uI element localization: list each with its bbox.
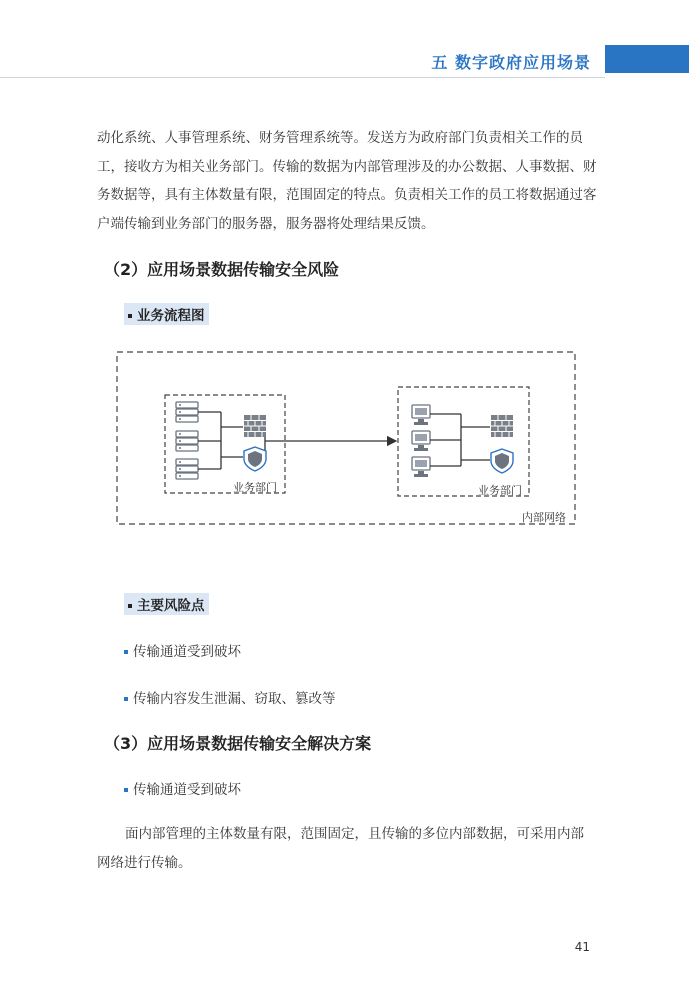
risks-label-text: 主要风险点 [137, 598, 205, 614]
internal-network-label: 内部网络 [522, 511, 566, 524]
risk-item [124, 640, 241, 660]
server-icon [176, 459, 198, 479]
server-icon [176, 402, 198, 422]
left-connector-lines [198, 412, 285, 469]
risk-item-text: 传输内容发生泄漏、窃取、篡改等 [133, 691, 336, 707]
right-connector-lines [430, 414, 490, 466]
header-divider [0, 77, 605, 78]
computer-icon [412, 457, 430, 477]
risk-item-text: 传输通道受到破坏 [133, 644, 241, 660]
solution-item [124, 778, 241, 798]
page-number: 41 [574, 940, 590, 954]
computer-icon [412, 431, 430, 451]
chapter-title: 五 数字政府应用场景 [431, 53, 591, 72]
section-2-heading: （2）应用场景数据传输安全风险 [104, 260, 340, 279]
shield-icon [244, 447, 266, 471]
left-department-label: 业务部门 [233, 481, 277, 494]
shield-icon [491, 449, 513, 473]
solution-item-text: 传输通道受到破坏 [133, 782, 241, 798]
flowchart-label [124, 303, 209, 325]
intro-paragraph: 动化系统、人事管理系统、财务管理系统等。发送方为政府部门负责相关工作的员工，接收方为相关业务部门。传输的数据为内部管理涉及的办公数据、人事数据、财务数据等，具有主体数量有限，范围固定的特点。负责相关工作的员工将数据通过客户端传输到业务部门的服务器，服务器将处理结果反馈。 [97, 130, 597, 232]
risk-item [124, 687, 336, 707]
bullet-square-icon [124, 788, 128, 792]
section-3-heading: （3）应用场景数据传输安全解决方案 [104, 734, 372, 753]
firewall-icon [491, 415, 513, 437]
bullet-square-icon [124, 650, 128, 654]
computer-icon [412, 405, 430, 425]
right-department-label: 业务部门 [478, 484, 522, 497]
business-flow-diagram [110, 345, 580, 530]
flowchart-label-text: 业务流程图 [137, 308, 205, 324]
header-accent-bar [605, 45, 689, 73]
bullet-dot-icon [128, 604, 132, 608]
firewall-icon [244, 415, 266, 437]
bullet-dot-icon [128, 314, 132, 318]
risks-label [124, 593, 209, 615]
bullet-square-icon [124, 697, 128, 701]
solution-paragraph: 面内部管理的主体数量有限，范围固定，且传输的多位内部数据，可采用内部网络进行传输。 [97, 826, 584, 871]
server-icon [176, 431, 198, 451]
